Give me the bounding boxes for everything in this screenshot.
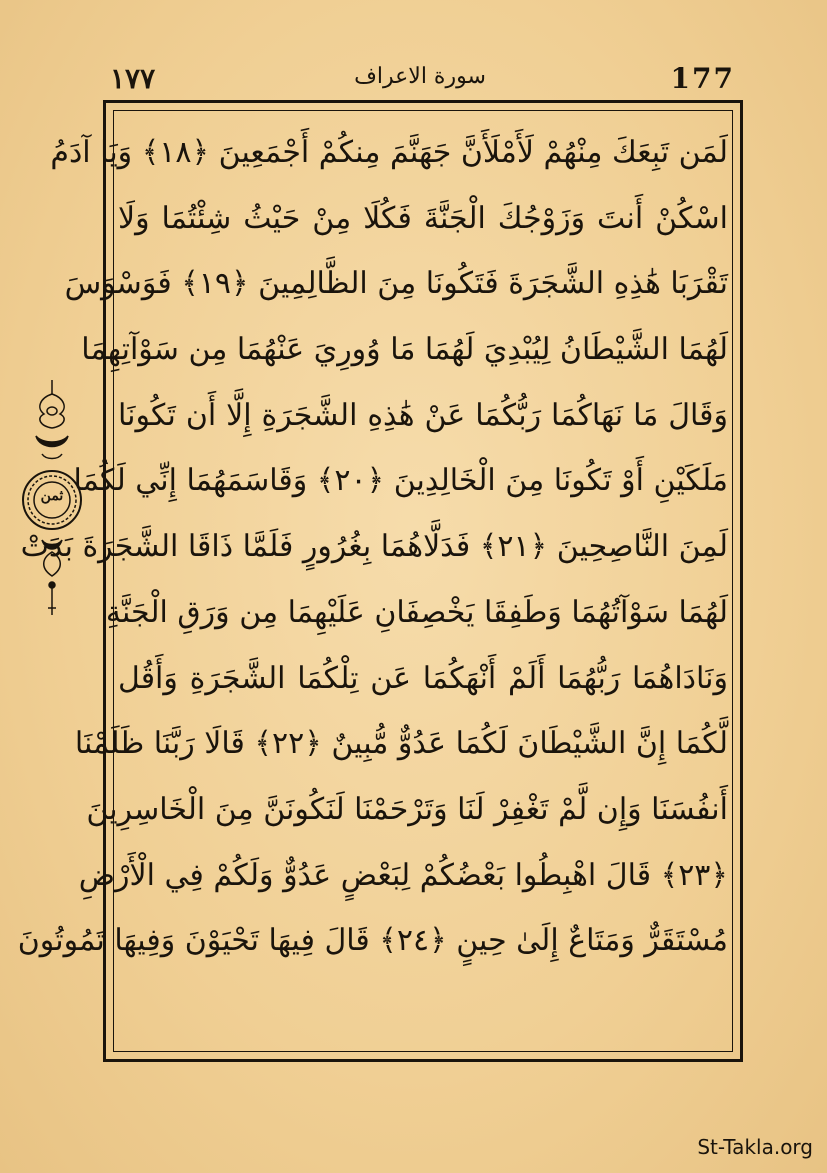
text-line-13: مُسْتَقَرٌّ وَمَتَاعٌ إِلَىٰ حِينٍ ﴿٢٤﴾ قَالَ فِيهَا تَحْيَوْنَ وَفِيهَا تَمُوتُونَ (17, 923, 728, 959)
watermark: St-Takla.org (697, 1135, 813, 1159)
text-line-6: مَلَكَيْنِ أَوْ تَكُونَا مِنَ الْخَالِدِينَ ﴿٢٠﴾ وَقَاسَمَهُمَا إِنِّي لَكُمَا (73, 463, 728, 499)
text-line-1: لَمَن تَبِعَكَ مِنْهُمْ لَأَمْلَأَنَّ جَهَنَّمَ مِنكُمْ أَجْمَعِينَ ﴿١٨﴾ وَيَا آدَمُ (50, 135, 728, 170)
text-line-11: أَنفُسَنَا وَإِن لَّمْ تَغْفِرْ لَنَا وَتَرْحَمْنَا لَنَكُونَنَّ مِنَ الْخَاسِرِينَ (86, 791, 728, 827)
text-line-4: لَهُمَا الشَّيْطَانُ لِيُبْدِيَ لَهُمَا مَا وُورِيَ عَنْهُمَا مِن سَوْآتِهِمَا (81, 332, 728, 368)
text-line-12: ﴿٢٣﴾ قَالَ اهْبِطُوا بَعْضُكُمْ لِبَعْضٍ عَدُوٌّ وَلَكُمْ فِي الْأَرْضِ (78, 857, 728, 893)
surah-title: سورة الاعراف (354, 64, 486, 89)
juz-marker-label: ثمن (40, 488, 64, 504)
text-line-2: اسْكُنْ أَنتَ وَزَوْجُكَ الْجَنَّةَ فَكُلَا مِنْ حَيْثُ شِئْتُمَا وَلَا (118, 200, 728, 236)
page-number-western: 177 (670, 62, 735, 95)
page-number-arabic: ١٧٧ (110, 62, 156, 95)
text-line-7: لَمِنَ النَّاصِحِينَ ﴿٢١﴾ فَدَلَّاهُمَا بِغُرُورٍ فَلَمَّا ذَاقَا الشَّجَرَةَ بَدَتْ (20, 529, 728, 565)
text-line-10: لَّكُمَا إِنَّ الشَّيْطَانَ لَكُمَا عَدُوٌّ مُّبِينٌ ﴿٢٢﴾ قَالَا رَبَّنَا ظَلَمْنَا (74, 726, 728, 762)
text-line-3: تَقْرَبَا هَٰذِهِ الشَّجَرَةَ فَتَكُونَا مِنَ الظَّالِمِينَ ﴿١٩﴾ فَوَسْوَسَ (64, 266, 728, 302)
text-line-8: لَهُمَا سَوْآتُهُمَا وَطَفِقَا يَخْصِفَانِ عَلَيْهِمَا مِن وَرَقِ الْجَنَّةِ (105, 594, 728, 630)
text-line-9: وَنَادَاهُمَا رَبُّهُمَا أَلَمْ أَنْهَكُمَا عَن تِلْكُمَا الشَّجَرَةِ وَأَقُل (118, 660, 728, 696)
text-line-5: وَقَالَ مَا نَهَاكُمَا رَبُّكُمَا عَنْ هَٰذِهِ الشَّجَرَةِ إِلَّا أَن تَكُونَا (118, 397, 728, 433)
page-header (100, 62, 740, 98)
